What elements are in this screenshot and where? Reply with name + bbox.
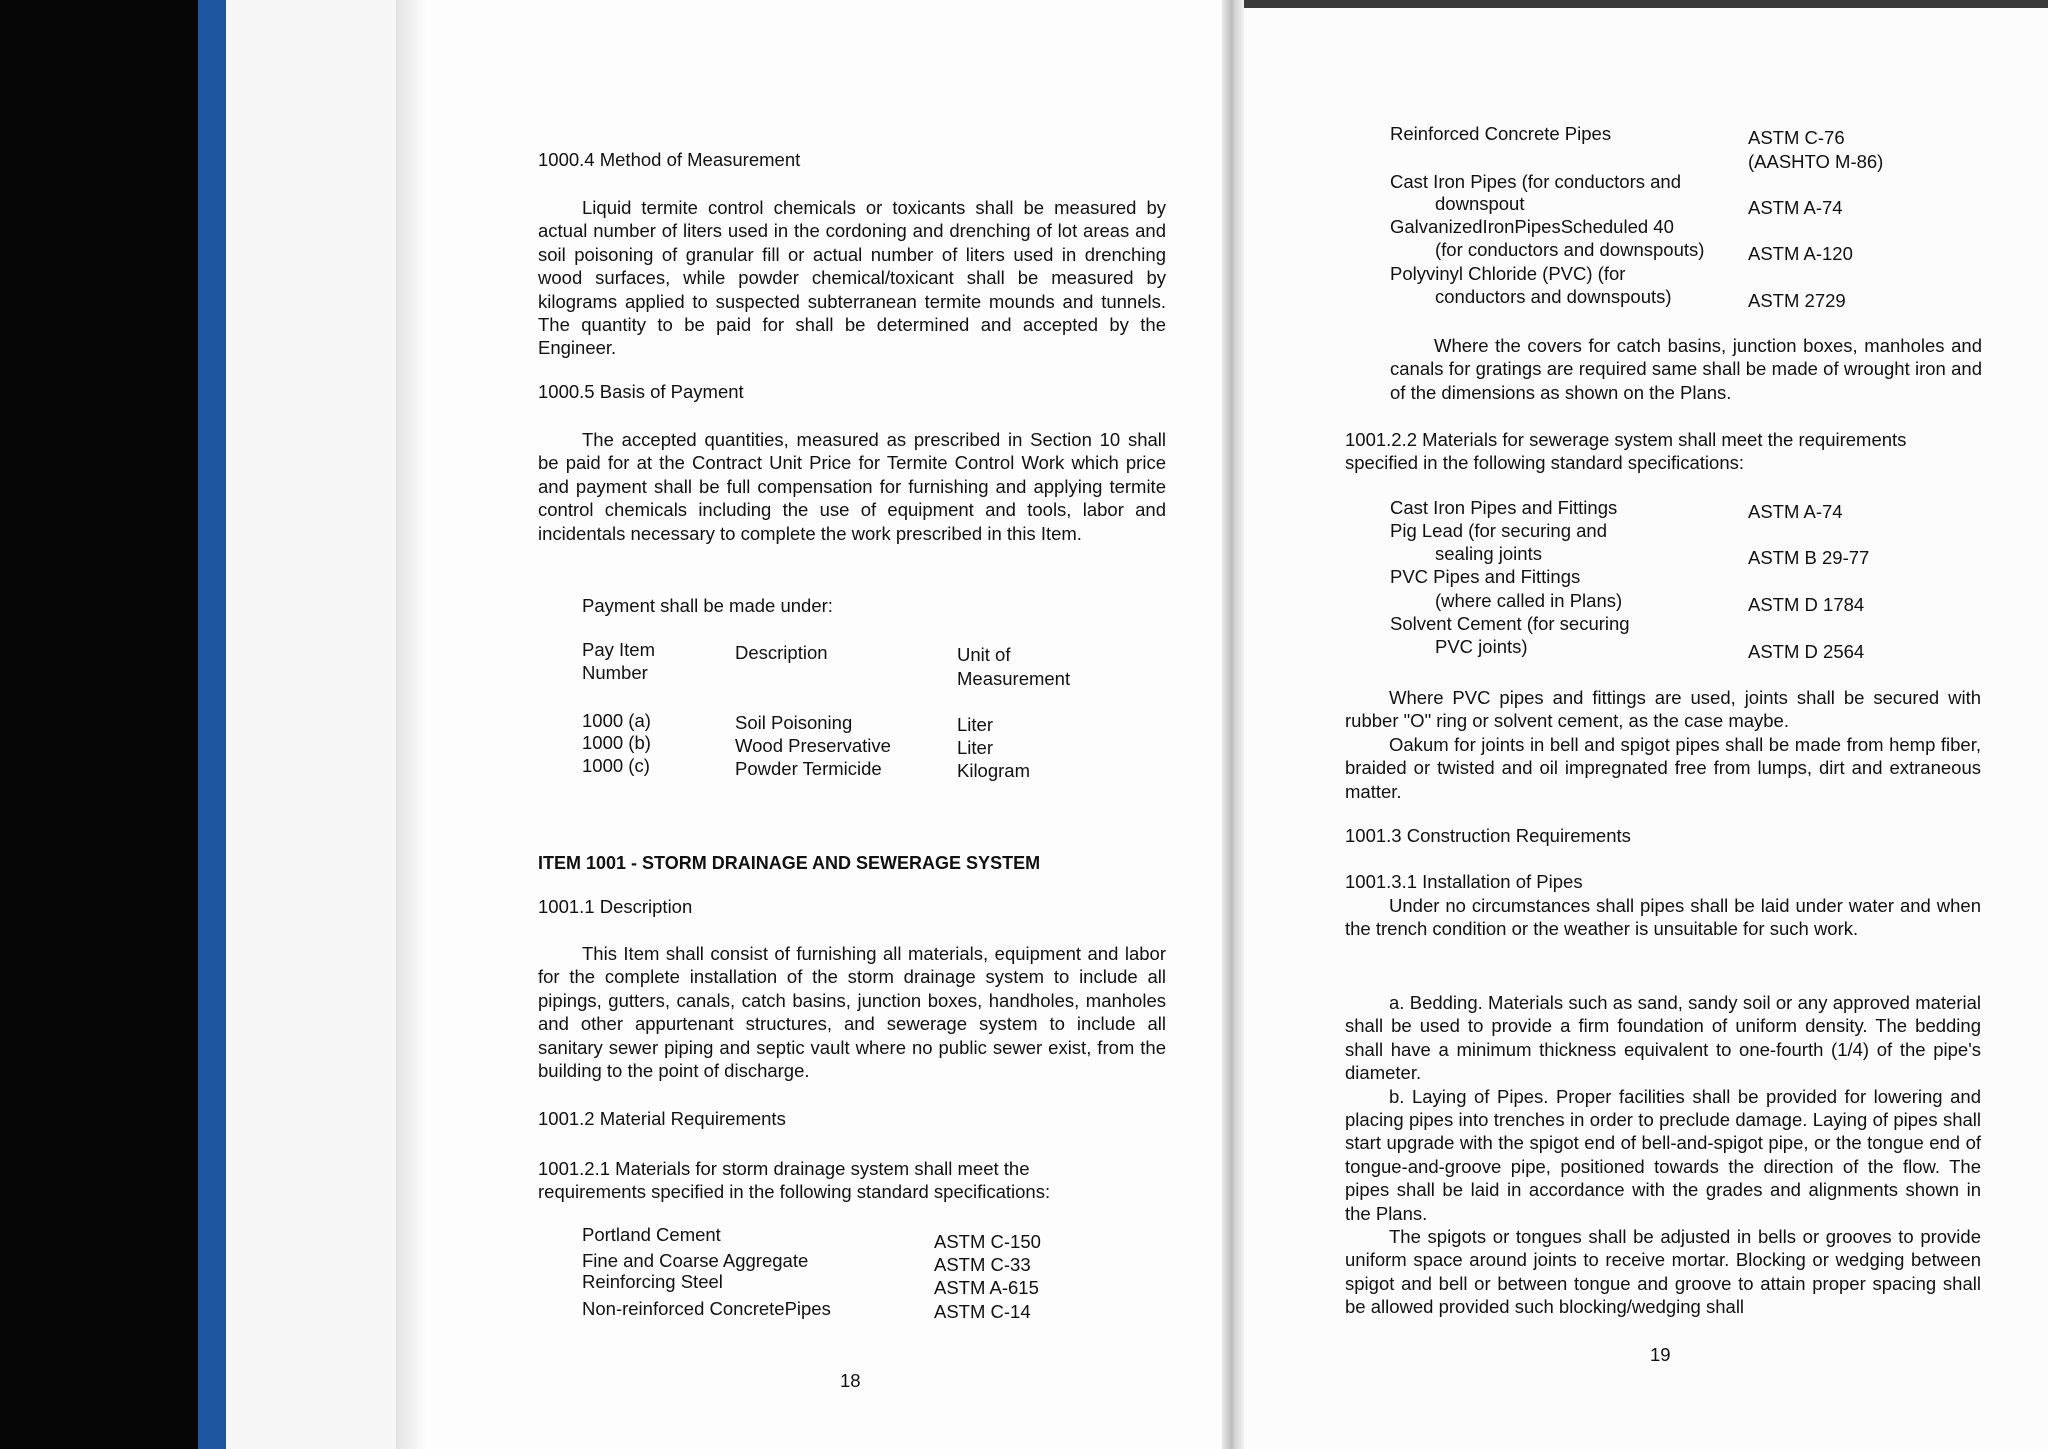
page-number-left: 18 (840, 1370, 861, 1391)
section-1000-4-text: Liquid termite control chemicals or toxicants shall be measured by actual number of liters used in the cordoning and drenching of lot areas and soil poisoning of granular fill or actual number of liters used in drenching wood surfaces, while powder chemical/toxicant shall be measured by kilograms applied to suspected subterranean termite mounds and tunnels. The quantity to be paid for shall be determined and accepted by the Engineer. (538, 197, 1166, 359)
item-1001-heading: ITEM 1001 - STORM DRAINAGE AND SEWERAGE SYSTEM (538, 853, 1041, 873)
section-1000-4-body (538, 196, 1166, 360)
sewer-spec-material: PVC Pipes and Fittings (1390, 566, 1581, 587)
section-1001-1-body (538, 942, 1166, 1082)
covers-body (1390, 334, 1982, 404)
storm-spec-standard: ASTM C-150 (934, 1231, 1041, 1252)
oakum-text: Oakum for joints in bell and spigot pipes shall be made from hemp fiber, braided or twisted and oil impregnated free from lumps, dirt and extraneous matter. (1345, 733, 1981, 802)
storm-spec-standard: ASTM C-14 (934, 1301, 1031, 1322)
sewer-spec-standard: ASTM D 2564 (1748, 641, 1865, 662)
storm-spec-standard: ASTM A-615 (934, 1277, 1039, 1298)
laying-text: b. Laying of Pipes. Proper facilities shall be provided for lowering and placing pipes into trenches in order to preclude damage. Laying of pipes shall start upgrade with the spigot end of bell-and-spigot pipe, or the tongue end of tongue-and-groove pipe, positioned towards the direction of the flow. The pipes shall be laid in accordance with the grades and alignments shown in the Plans. (1345, 1085, 1981, 1224)
pay-table-cell: Soil Poisoning (735, 712, 853, 733)
pay-table-header-1a: Pay Item (582, 639, 655, 660)
pay-table-header-3b: Measurement (957, 668, 1071, 689)
sewer-spec-material: Pig Lead (for securing and (1390, 520, 1607, 541)
section-1001-2-2-text: 1001.2.2 Materials for sewerage system shall meet the requirements specified in the following standard specifications: (1345, 429, 1907, 474)
pay-table-header-2: Description (735, 642, 828, 663)
storm-spec-standard: ASTM C-33 (934, 1254, 1031, 1275)
section-1001-1-heading: 1001.1 Description (538, 896, 693, 917)
storm-spec-material-cont: downspout (1435, 193, 1525, 214)
bedding-text: a. Bedding. Materials such as sand, sandy soil or any approved material shall be used to provide a firm foundation of uniform density. The bedding shall have a minimum thickness equivalent to one-fourth (1/4) of the pipe's diameter. (1345, 992, 1981, 1084)
sewer-spec-standard: ASTM D 1784 (1748, 594, 1865, 615)
section-1001-3-heading: 1001.3 Construction Requirements (1345, 825, 1631, 846)
storm-spec-material: Non-reinforced ConcretePipes (582, 1298, 831, 1319)
sewer-spec-material-cont: PVC joints) (1435, 636, 1528, 657)
storm-spec-standard: ASTM A-120 (1748, 243, 1853, 264)
section-1000-5-text: The accepted quantities, measured as prescribed in Section 10 shall be paid for at the Contract Unit Price for Termite Control Work which price and payment shall be full compensation for furnishing and applying termite control chemicals including the use of equipment and tools, labor and incidentals necessary to complete the work prescribed in this Item. (538, 429, 1166, 544)
storm-spec-standard: ASTM A-74 (1748, 197, 1843, 218)
sewer-spec-material-cont: (where called in Plans) (1435, 590, 1623, 611)
sewer-spec-standard: ASTM B 29-77 (1748, 547, 1870, 568)
left-page-edge (226, 0, 399, 1449)
section-1000-5-body (538, 428, 1166, 545)
pay-table-header-1b: Number (582, 662, 648, 683)
covers-text: Where the covers for catch basins, junction boxes, manholes and canals for gratings are required same shall be made of wrought iron and of the dimensions as shown on the Plans. (1390, 335, 1982, 403)
scan-top-edge (1244, 0, 2048, 8)
pay-table-cell: Kilogram (957, 760, 1030, 781)
storm-spec-material: Fine and Coarse Aggregate (582, 1250, 809, 1271)
pvc-body (1345, 686, 1981, 803)
sewer-spec-standard: ASTM A-74 (1748, 501, 1843, 522)
scan-black-margin (0, 0, 205, 1449)
page-number-right: 19 (1650, 1344, 1671, 1365)
spigots-text: The spigots or tongues shall be adjusted in bells or grooves to provide uniform space around joints to receive mortar. Blocking or wedging between spigot and bell or between tongue and groove to attain proper spacing shall be allowed provided such blocking/wedging shall (1345, 1226, 1981, 1318)
section-1001-2-1-text: 1001.2.1 Materials for storm drainage system shall meet the requirements specified in the following standard specifications: (538, 1158, 1051, 1203)
storm-spec-material: Polyvinyl Chloride (PVC) (for (1390, 263, 1626, 284)
construction-body (1345, 991, 1981, 1319)
book-cover-edge (198, 0, 228, 1449)
section-1000-4-heading: 1000.4 Method of Measurement (538, 149, 801, 170)
section-1001-3-1-heading: 1001.3.1 Installation of Pipes (1345, 871, 1583, 892)
storm-spec-material: Reinforcing Steel (582, 1271, 723, 1292)
storm-spec-standard: ASTM C-76 (1748, 127, 1845, 148)
section-1000-5-heading: 1000.5 Basis of Payment (538, 381, 744, 402)
storm-spec-material: GalvanizedIronPipesScheduled 40 (1390, 216, 1674, 237)
pay-table-cell: 1000 (c) (582, 755, 650, 776)
pay-table-cell: 1000 (b) (582, 732, 651, 753)
storm-spec-material-cont: (for conductors and downspouts) (1435, 239, 1705, 260)
sewer-spec-material-cont: sealing joints (1435, 543, 1542, 564)
sewer-spec-material: Solvent Cement (for securing (1390, 613, 1630, 634)
section-1001-1-text: This Item shall consist of furnishing all materials, equipment and labor for the complete installation of the storm drainage system to include all pipings, gutters, canals, catch basins, junction boxes, handholes, manholes and other appurtenant structures, and sewerage system to include all sanitary sewer piping and septic vault where no public sewer exist, from the building to the point of discharge. (538, 943, 1166, 1082)
pay-table-cell: Wood Preservative (735, 735, 891, 756)
storm-spec-material: Cast Iron Pipes (for conductors and (1390, 171, 1682, 192)
sewer-spec-material: Cast Iron Pipes and Fittings (1390, 497, 1618, 518)
section-1001-3-1-body (1345, 894, 1981, 941)
pay-table-cell: Liter (957, 737, 993, 758)
payment-intro: Payment shall be made under: (582, 595, 833, 616)
section-1001-2-heading: 1001.2 Material Requirements (538, 1108, 786, 1129)
left-page-shadow (396, 0, 426, 1449)
storm-spec-material: Reinforced Concrete Pipes (1390, 123, 1612, 144)
section-1001-3-1-text: Under no circumstances shall pipes shall be laid under water and when the trench condition or the weather is unsuitable for such work. (1345, 895, 1981, 940)
pvc-text: Where PVC pipes and fittings are used, joints shall be secured with rubber "O" ring or solvent cement, as the case maybe. (1345, 687, 1981, 732)
pay-table-header-3a: Unit of (957, 644, 1011, 665)
storm-spec-material-cont: conductors and downspouts) (1435, 286, 1672, 307)
storm-spec-standard-alt: (AASHTO M-86) (1748, 151, 1884, 172)
pay-table-cell: 1000 (a) (582, 710, 651, 731)
section-1001-2-1-body (538, 1157, 1098, 1204)
section-1001-2-2-body (1345, 428, 1965, 475)
pay-table-cell: Powder Termicide (735, 758, 882, 779)
storm-spec-standard: ASTM 2729 (1748, 290, 1846, 311)
storm-spec-material: Portland Cement (582, 1224, 721, 1245)
pay-table-cell: Liter (957, 714, 993, 735)
book-gutter (1222, 0, 1244, 1449)
